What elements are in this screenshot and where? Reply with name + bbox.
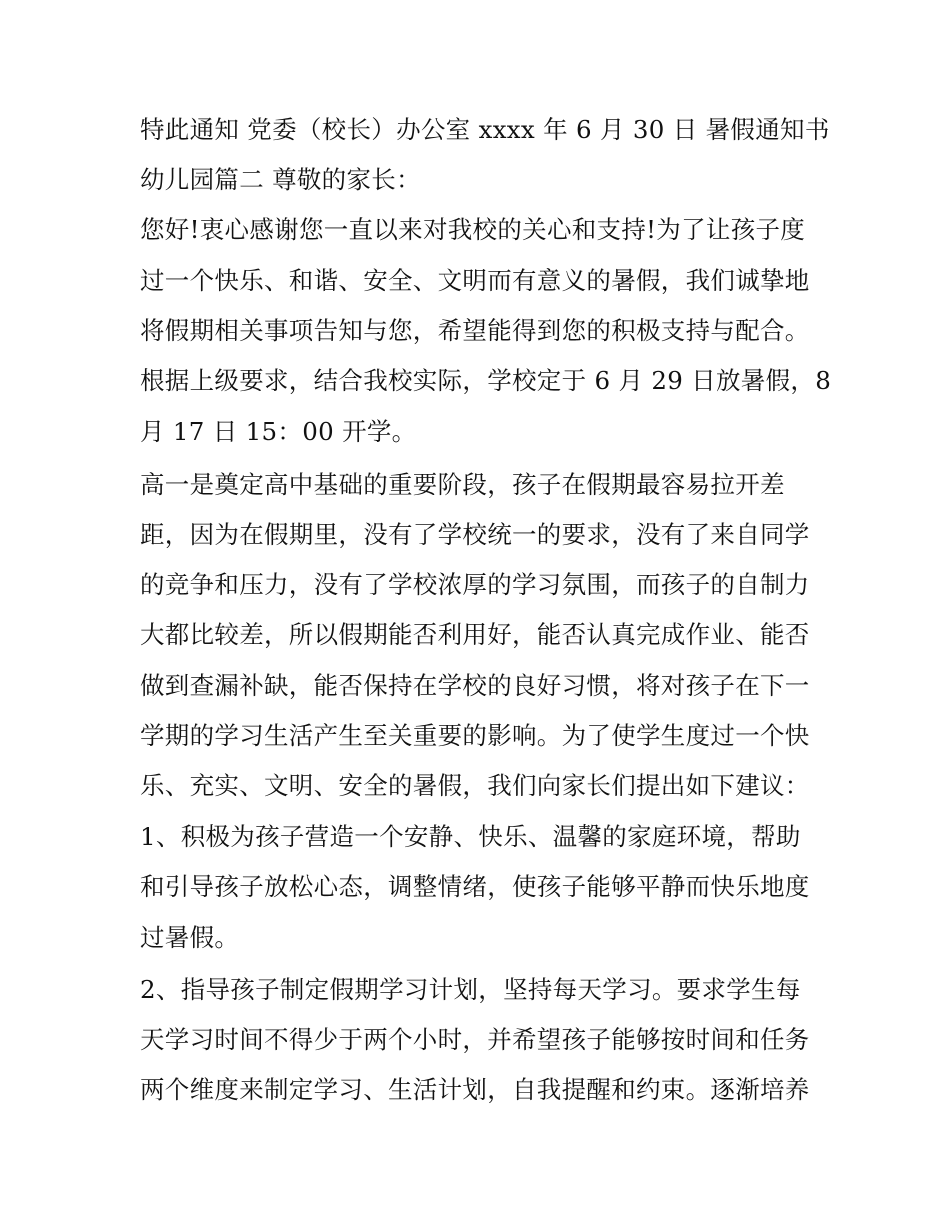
text-line: 将假期相关事项告知与您，希望能得到您的积极支持与配合。 [140,316,810,345]
text-line: 过暑假。 [140,923,240,952]
text-line: 特此通知 党委（校长）办公室 xxxx 年 6 月 30 日 暑假通知书 [140,115,830,144]
text-line: 乐、充实、文明、安全的暑假，我们向家长们提出如下建议： [140,771,810,800]
text-line: 的竞争和压力，没有了学校浓厚的学习氛围，而孩子的自制力 [140,570,810,599]
text-line: 和引导孩子放松心态，调整情绪，使孩子能够平静而快乐地度 [140,872,810,901]
text-line: 高一是奠定高中基础的重要阶段，孩子在假期最容易拉开差 [140,470,785,499]
text-line: 做到查漏补缺，能否保持在学校的良好习惯，将对孩子在下一 [140,671,810,700]
text-line: 过一个快乐、和谐、安全、文明而有意义的暑假，我们诚挚地 [140,266,810,295]
text-line: 幼儿园篇二 尊敬的家长： [140,165,421,194]
text-line: 距，因为在假期里，没有了学校统一的要求，没有了来自同学 [140,520,810,549]
text-line: 根据上级要求，结合我校实际，学校定于 6 月 29 日放暑假，8 [140,366,832,395]
text-line: 1、积极为孩子营造一个安静、快乐、温馨的家庭环境，帮助 [140,822,801,851]
text-line: 大都比较差，所以假期能否利用好，能否认真完成作业、能否 [140,620,810,649]
text-line: 月 17 日 15：00 开学。 [140,417,417,446]
text-line: 2、指导孩子制定假期学习计划，坚持每天学习。要求学生每 [140,975,801,1004]
text-line: 学期的学习生活产生至关重要的影响。为了使学生度过一个快 [140,721,810,750]
text-line: 两个维度来制定学习、生活计划，自我提醒和约束。逐渐培养 [140,1075,810,1104]
text-line: 天学习时间不得少于两个小时，并希望孩子能够按时间和任务 [140,1025,810,1054]
text-line: 您好!衷心感谢您一直以来对我校的关心和支持!为了让孩子度 [140,215,806,244]
